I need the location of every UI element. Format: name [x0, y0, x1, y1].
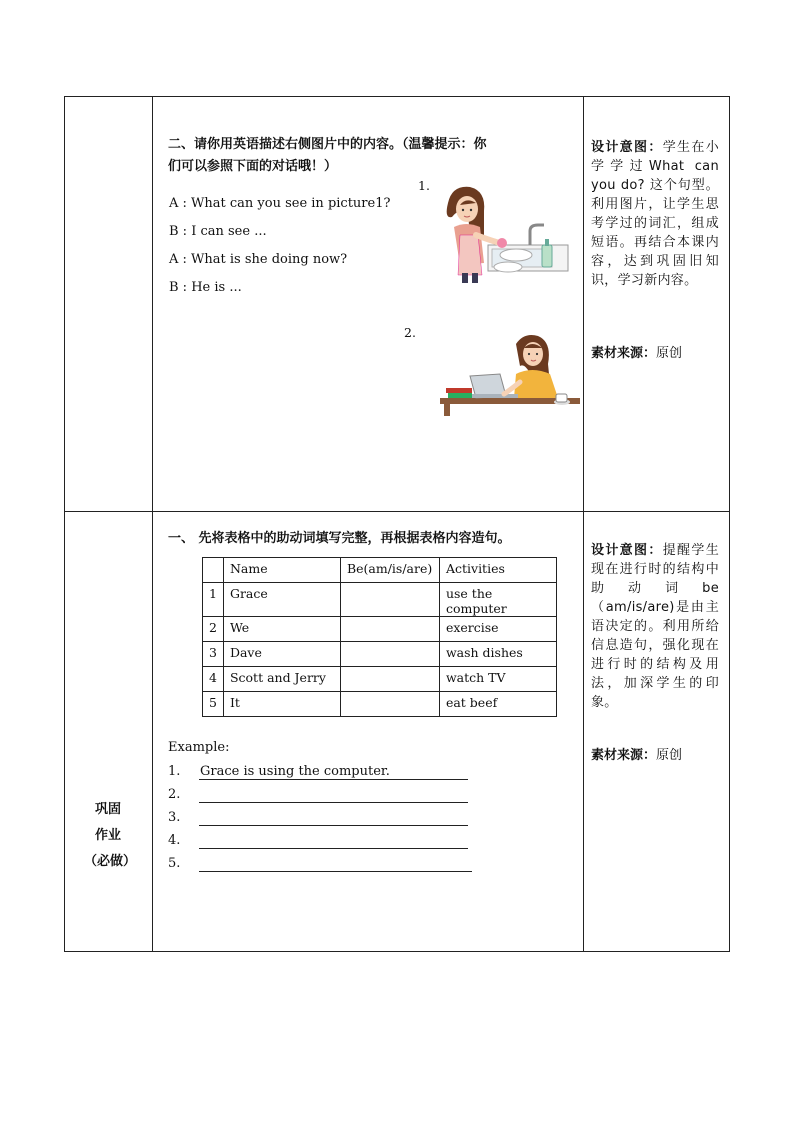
top-source: 素材来源：原创 [591, 346, 683, 361]
bottom-instruction: 一、 先将表格中的助动词填写完整，再根据表格内容造句。 [168, 531, 511, 546]
be-answer-cell[interactable] [340, 617, 439, 642]
answer-line[interactable] [199, 802, 468, 803]
be-answer-cell[interactable] [340, 583, 439, 617]
picture2-label: 2. [404, 325, 416, 340]
answer-line[interactable] [199, 825, 468, 826]
bottom-design-intent: 设计意图：提醒学生现在进行时的结构中助动词be（am/is/are)是由主语决定的。利用所给信息造句，强化现在进行时的结构及用法，加深学生的印象。 [591, 543, 719, 710]
washing-dishes-illustration [430, 183, 580, 283]
example-number: 5. [168, 856, 181, 871]
example-label: Example: [168, 740, 230, 755]
top-instruction: 二、请你用英语描述右侧图片中的内容。（温馨提示：你 们可以参照下面的对话哦！） [168, 137, 487, 174]
example-number: 2. [168, 787, 181, 802]
dialog-line: A : What is she doing now? [169, 252, 348, 267]
answer-line[interactable] [199, 779, 468, 780]
table-row: 4 Scott and Jerry watch TV [203, 667, 557, 692]
laptop-illustration [440, 332, 580, 416]
table-row: 5 It eat beef [203, 692, 557, 717]
answer-line[interactable] [199, 871, 472, 872]
example-number: 3. [168, 810, 181, 825]
table-row: 3 Dave wash dishes [203, 642, 557, 667]
row-divider [65, 511, 729, 512]
top-design-intent: 设计意图：学生在小学学过What can you do? 这个句型。利用图片，让学生思考学过的词汇，组成短语。再结合本课内容，达到巩固旧知识，学习新内容。 [591, 140, 719, 288]
dialog-line: B : I can see ... [169, 224, 267, 239]
be-answer-cell[interactable] [340, 642, 439, 667]
be-answer-cell[interactable] [340, 692, 439, 717]
answer-line[interactable] [199, 848, 468, 849]
bottom-left-label: 巩固 作业 （必做） [84, 802, 137, 869]
table-row: 1 Grace use the computer [203, 583, 557, 617]
picture1-label: 1. [418, 178, 430, 193]
dialog-line: A : What can you see in picture1? [169, 196, 391, 211]
dialog-line: B : He is ... [169, 280, 242, 295]
example-number: 4. [168, 833, 181, 848]
example-number: 1. [168, 764, 181, 779]
table-row: 2 We exercise [203, 617, 557, 642]
column-divider-1 [152, 97, 153, 951]
bottom-source: 素材来源：原创 [591, 748, 683, 763]
dialog-block [169, 190, 419, 302]
column-divider-2 [583, 97, 584, 951]
example-answer: Grace is using the computer. [200, 764, 390, 779]
aux-verb-table [202, 557, 557, 717]
table-header-row: Name Be(am/is/are) Activities [203, 558, 557, 583]
be-answer-cell[interactable] [340, 667, 439, 692]
